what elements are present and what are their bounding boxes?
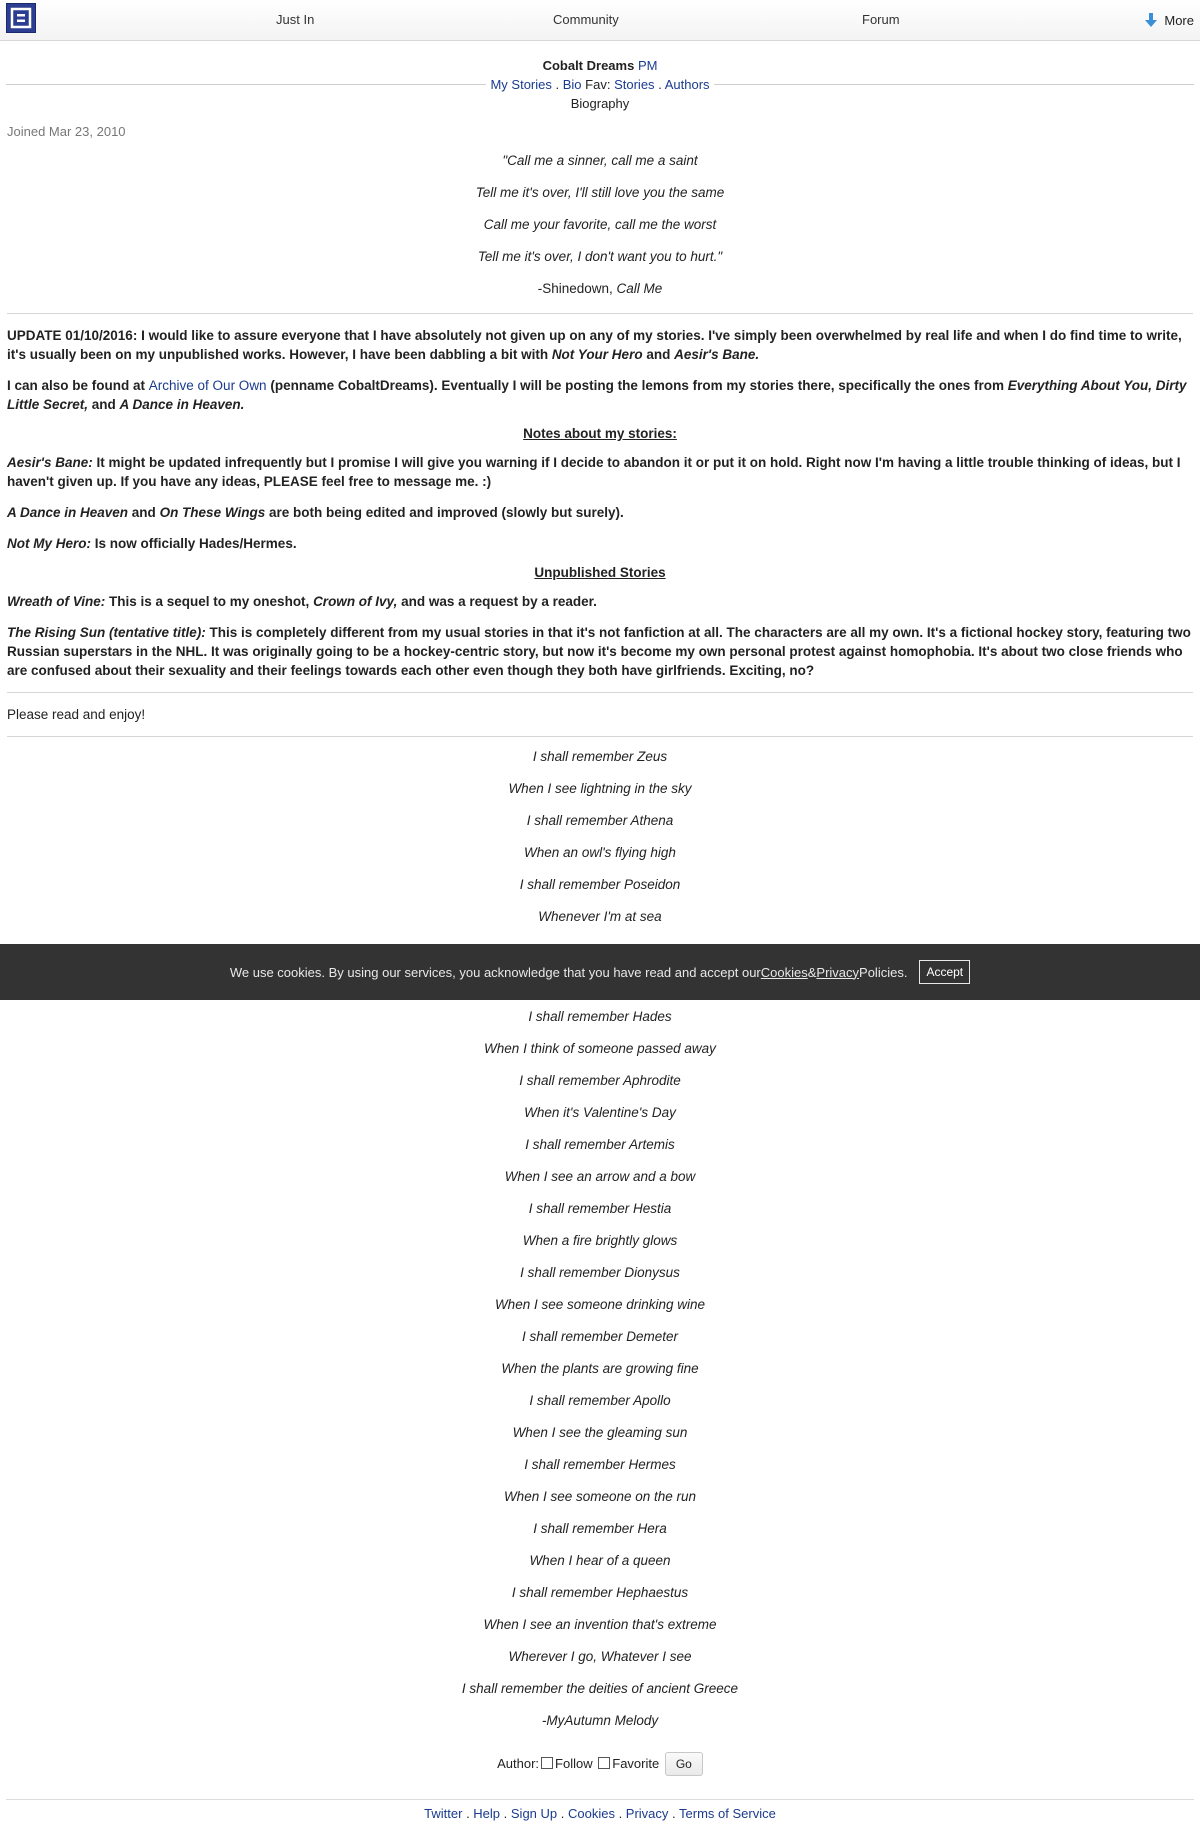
footer xyxy=(0,1806,1200,1821)
poem-line: -MyAutumn Melody xyxy=(541,1713,659,1728)
nav-more[interactable] xyxy=(1144,12,1194,28)
unpublished-heading: Unpublished Stories xyxy=(534,565,666,580)
ao3-link[interactable]: Archive of Our Own xyxy=(148,378,267,393)
privacy-link[interactable]: Privacy xyxy=(816,964,860,980)
poem-line: I shall remember Dionysus xyxy=(520,1265,680,1280)
poem-line: I shall remember Hestia xyxy=(528,1201,672,1216)
follow-label: Follow xyxy=(555,1756,593,1771)
poem-line: I shall remember Zeus xyxy=(532,749,668,764)
profile-tabs xyxy=(0,75,1200,94)
biography xyxy=(0,145,1200,1737)
tab-my-stories[interactable]: My Stories xyxy=(490,77,552,92)
note-dance-in-heaven: A Dance in Heaven and On These Wings are both being edited and improved (slowly but surely). xyxy=(7,505,624,520)
nav-community[interactable]: Community xyxy=(553,12,619,27)
footer-privacy[interactable]: Privacy xyxy=(625,1806,669,1821)
poem-line: When I see lightning in the sky xyxy=(508,781,692,796)
footer-twitter[interactable]: Twitter xyxy=(424,1806,463,1821)
poem-line: I shall remember Hephaestus xyxy=(511,1585,689,1600)
divider xyxy=(7,313,1193,314)
footer-help[interactable]: Help xyxy=(473,1806,501,1821)
favorite-label: Favorite xyxy=(612,1756,660,1771)
footer-terms[interactable]: Terms of Service xyxy=(679,1806,776,1821)
poem-line: I shall remember Hades xyxy=(528,1009,672,1024)
poem-line: When I see the gleaming sun xyxy=(512,1425,688,1440)
separator: . xyxy=(557,1806,568,1821)
poem-line: When I see an invention that's extreme xyxy=(483,1617,717,1632)
poem-line: When I think of someone passed away xyxy=(484,1041,716,1056)
divider xyxy=(7,736,1193,737)
policies-text: Policies. xyxy=(859,964,908,980)
tab-fav-stories[interactable]: Stories xyxy=(614,77,655,92)
ao3-paragraph: I can also be found at Archive of Our Own (penname CobaltDreams). Eventually I will be posting the lemons from my stories there, specifically the ones from Everything About You, Dirty Little Secret, and A Dance in Heaven. xyxy=(7,378,1187,412)
divider xyxy=(7,692,1193,693)
note-wreath-of-vine: Wreath of Vine: This is a sequel to my oneshot, Crown of Ivy, and was a request by a reader. xyxy=(7,594,597,609)
poem-line: When I see someone on the run xyxy=(503,1489,697,1504)
tab-bio[interactable]: Bio xyxy=(562,77,582,92)
quote-line: Tell me it's over, I don't want you to hurt." xyxy=(477,249,723,264)
profile-header xyxy=(0,56,1200,113)
poem-line: I shall remember Hera xyxy=(533,1521,667,1536)
site-logo-icon[interactable] xyxy=(6,3,36,33)
poem-line: Wherever I go, Whatever I see xyxy=(508,1649,692,1664)
poem-line: When the plants are growing fine xyxy=(501,1361,699,1376)
poem-line: When a fire brightly glows xyxy=(522,1233,678,1248)
note-rising-sun: The Rising Sun (tentative title): This is completely different from my usual stories in that it's not fanfiction at all. The characters are all my own. It's a fictional hockey story, featuring two Russian superstars in the NHL. It was originally going to be a hockey-centric story, but now it's become my own personal protest against homophobia. It's about two close friends who are confused about their sexuality and their feelings towards each other even though they both have girlfriends. Exciting, no? xyxy=(7,625,1191,678)
favorite-checkbox[interactable] xyxy=(598,1757,610,1769)
poem-bottom xyxy=(7,1001,1193,1737)
poem-line: When I see someone drinking wine xyxy=(494,1297,706,1312)
top-nav xyxy=(0,0,1200,41)
poem-line: I shall remember Hermes xyxy=(524,1457,676,1472)
poem-line: I shall remember Athena xyxy=(526,813,674,828)
quote-attribution: -Shinedown, Call Me xyxy=(537,281,663,296)
poem-line: When I see an arrow and a bow xyxy=(504,1169,696,1184)
down-arrow-icon xyxy=(1144,12,1158,28)
poem-line: When I hear of a queen xyxy=(529,1553,671,1568)
section-title: Biography xyxy=(570,96,630,111)
quote-line: Call me your favorite, call me the worst xyxy=(483,217,717,232)
nav-just-in[interactable]: Just In xyxy=(276,12,315,27)
poem-top xyxy=(7,741,1193,933)
separator: . xyxy=(500,1806,511,1821)
separator: . xyxy=(462,1806,474,1821)
cookie-text: We use cookies. By using our services, you acknowledge that you have read and accept our xyxy=(229,964,761,980)
footer-cookies[interactable]: Cookies xyxy=(567,1806,615,1821)
poem-line: Whenever I'm at sea xyxy=(538,909,662,924)
go-button[interactable]: Go xyxy=(665,1752,703,1776)
joined-date: Joined Mar 23, 2010 xyxy=(7,124,126,139)
poem-line: When it's Valentine's Day xyxy=(524,1105,676,1120)
update-paragraph: UPDATE 01/10/2016: I would like to assure everyone that I have absolutely not given up on any of my stories. I've simply been overwhelmed by real life and when I do find time to write, it's usually been on my unpublished works. However, I have been dabbling a bit with Not Your Hero and Aesir's Bane. xyxy=(7,328,1182,362)
separator: . xyxy=(658,77,662,92)
author-name: Cobalt Dreams xyxy=(542,58,635,73)
separator: . xyxy=(614,1806,626,1821)
nav-more-label: More xyxy=(1164,12,1194,28)
poem-line: When an owl's flying high xyxy=(524,845,676,860)
follow-checkbox[interactable] xyxy=(541,1757,553,1769)
notes-heading: Notes about my stories: xyxy=(523,426,677,441)
poem-line: I shall remember Apollo xyxy=(529,1393,671,1408)
note-aesirs-bane: Aesir's Bane: It might be updated infrequently but I promise I will give you warning if I decide to abandon it or put it on hold. Right now I'm having a little trouble thinking of ideas, but I haven't given up. If you have any ideas, PLEASE feel free to message me. :) xyxy=(7,455,1181,489)
author-label: Author: xyxy=(497,1756,540,1771)
quote-line: "Call me a sinner, call me a saint xyxy=(502,153,698,168)
poem-line: I shall remember Artemis xyxy=(525,1137,675,1152)
please-read: Please read and enjoy! xyxy=(7,707,146,722)
follow-controls xyxy=(0,1752,1200,1776)
separator: . xyxy=(555,77,560,92)
cookies-link[interactable]: Cookies xyxy=(760,964,808,980)
poem-line: I shall remember Demeter xyxy=(521,1329,679,1344)
footer-sign-up[interactable]: Sign Up xyxy=(510,1806,558,1821)
quote-line: Tell me it's over, I'll still love you the same xyxy=(475,185,725,200)
tab-fav-authors[interactable]: Authors xyxy=(664,77,710,92)
accept-button[interactable]: Accept xyxy=(919,960,970,984)
poem-line: I shall remember the deities of ancient Greece xyxy=(461,1681,739,1696)
separator: . xyxy=(668,1806,680,1821)
divider xyxy=(6,1799,1194,1800)
cookie-banner xyxy=(0,944,1200,1000)
fav-label: Fav: xyxy=(585,77,611,92)
nav-forum[interactable]: Forum xyxy=(862,12,900,27)
poem-line: I shall remember Poseidon xyxy=(519,877,681,892)
note-not-my-hero: Not My Hero: Is now officially Hades/Hermes. xyxy=(7,536,297,551)
pm-link[interactable]: PM xyxy=(637,58,658,73)
amp: & xyxy=(807,964,817,980)
poem-line: I shall remember Aphrodite xyxy=(519,1073,681,1088)
